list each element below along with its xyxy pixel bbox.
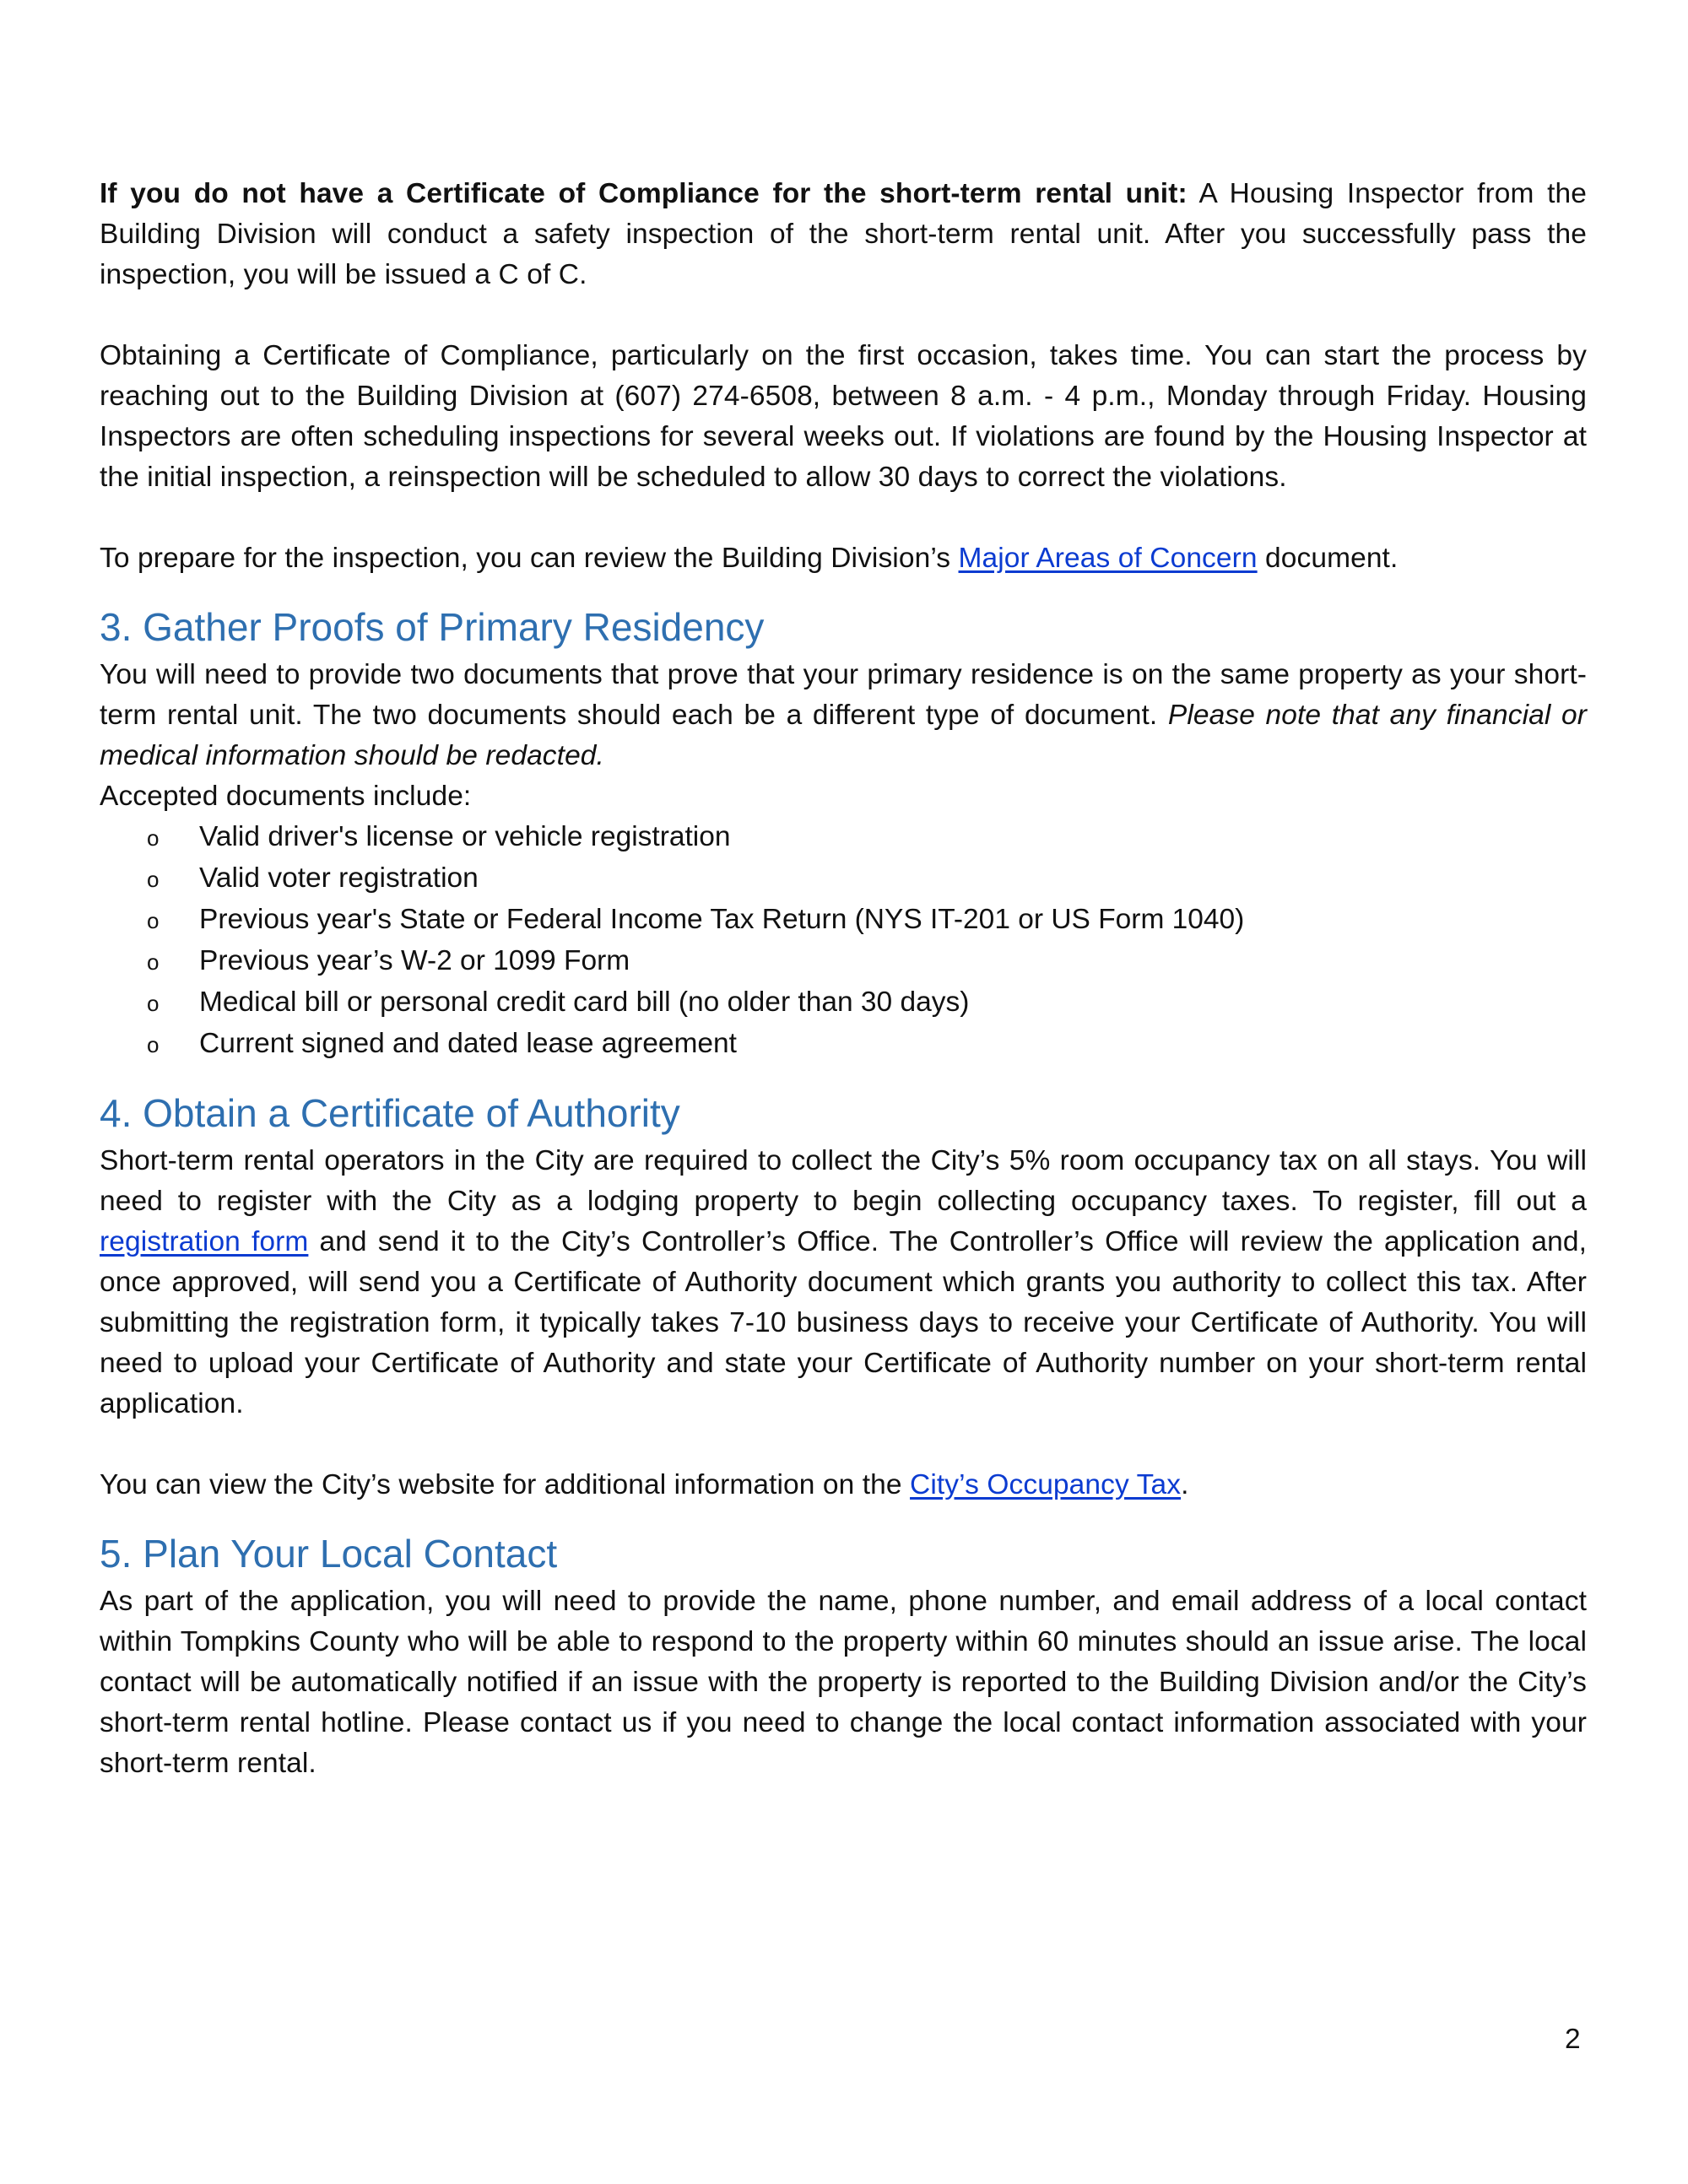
section-3-body: You will need to provide two documents that prove that your primary residence is on the same property as your short-term rental unit. The two documents should each be a different type of document. bbox=[100, 659, 1587, 731]
section-4-text-before: Short-term rental operators in the City are required to collect the City’s 5% room occupancy tax on all stays. You will need to register with the City as a lodging property to begin collecting occupancy taxes. To register, fill out a bbox=[100, 1145, 1587, 1217]
intro-text: A Housing Inspector from the Building Division will conduct a safety inspection of the short-term rental unit. After you successfully pass the inspection, you will be issued a C of C. bbox=[100, 178, 1587, 290]
list-item bbox=[147, 1024, 1587, 1065]
bullet-icon: o bbox=[147, 1032, 160, 1057]
prepare-text-before: To prepare for the inspection, you can review the Building Division’s bbox=[100, 543, 959, 574]
list-item-text: Previous year’s W-2 or 1099 Form bbox=[199, 945, 630, 976]
list-item bbox=[147, 817, 1587, 858]
bullet-icon: o bbox=[147, 991, 160, 1016]
accepted-documents-label: Accepted documents include: bbox=[100, 781, 472, 812]
page-number: 2 bbox=[1565, 2024, 1581, 2055]
list-item-text: Valid voter registration bbox=[199, 862, 479, 894]
occupancy-text-before: You can view the City’s website for additional information on the bbox=[100, 1469, 911, 1500]
bullet-icon: o bbox=[147, 949, 160, 975]
bullet-icon: o bbox=[147, 825, 160, 851]
list-item-text: Current signed and dated lease agreement bbox=[199, 1028, 737, 1059]
prepare-paragraph bbox=[100, 538, 1587, 579]
list-item-text: Previous year's State or Federal Income Tax Return (NYS IT-201 or US Form 1040) bbox=[199, 904, 1245, 935]
list-item bbox=[147, 858, 1587, 900]
section-4-text bbox=[100, 1141, 1587, 1424]
section-3-heading: 3. Gather Proofs of Primary Residency bbox=[100, 605, 765, 649]
occupancy-text-after: . bbox=[1181, 1469, 1189, 1500]
accepted-documents-list bbox=[100, 817, 1587, 1065]
document-page bbox=[100, 174, 1587, 1784]
intro-bold-lead: If you do not have a Certificate of Compliance for the short-term rental unit: bbox=[100, 178, 1188, 209]
section-3-text bbox=[100, 655, 1587, 776]
section-3-italic-note: Please note that any financial or medical information should be redacted. bbox=[100, 700, 1587, 771]
occupancy-tax-paragraph bbox=[100, 1465, 1587, 1506]
registration-form-link[interactable]: registration form bbox=[100, 1226, 309, 1257]
bullet-icon: o bbox=[147, 908, 160, 933]
list-item-text: Valid driver's license or vehicle registration bbox=[199, 821, 731, 852]
major-areas-of-concern-link[interactable]: Major Areas of Concern bbox=[958, 543, 1258, 574]
section-4-heading: 4. Obtain a Certificate of Authority bbox=[100, 1091, 680, 1135]
obtaining-paragraph: Obtaining a Certificate of Compliance, particularly on the first occasion, takes time. You can start the process by reaching out to the Building Division at (607) 274-6508, between 8 a.m. - 4 p.m., Monday through Friday. Housing Inspectors are often scheduling inspections for several weeks out. If violations are found by the Housing Inspector at the initial inspection, a reinspection will be scheduled to allow 30 days to correct the violations. bbox=[100, 340, 1587, 493]
bullet-icon: o bbox=[147, 867, 160, 892]
list-item bbox=[147, 900, 1587, 941]
section-5-heading: 5. Plan Your Local Contact bbox=[100, 1532, 558, 1576]
list-item bbox=[147, 982, 1587, 1024]
list-item-text: Medical bill or personal credit card bill (no older than 30 days) bbox=[199, 987, 970, 1018]
occupancy-tax-link[interactable]: City’s Occupancy Tax bbox=[910, 1469, 1182, 1500]
list-item bbox=[147, 941, 1587, 982]
section-5-text: As part of the application, you will need to provide the name, phone number, and email address of a local contact within Tompkins County who will be able to respond to the property within 60 minutes should an issue arise. The local contact will be automatically notified if an issue with the property is reported to the Building Division and/or the City’s short-term rental hotline. Please contact us if you need to change the local contact information associated with your short-term rental. bbox=[100, 1586, 1587, 1779]
section-4-text-after: and send it to the City’s Controller’s Office. The Controller’s Office will review the application and, once approved, will send you a Certificate of Authority document which grants you authority to collect this tax. After submitting the registration form, it typically takes 7-10 business days to receive your Certificate of Authority. You will need to upload your Certificate of Authority and state your Certificate of Authority number on your short-term rental application. bbox=[100, 1226, 1587, 1419]
intro-paragraph bbox=[100, 174, 1587, 295]
prepare-text-after: document. bbox=[1257, 543, 1399, 574]
